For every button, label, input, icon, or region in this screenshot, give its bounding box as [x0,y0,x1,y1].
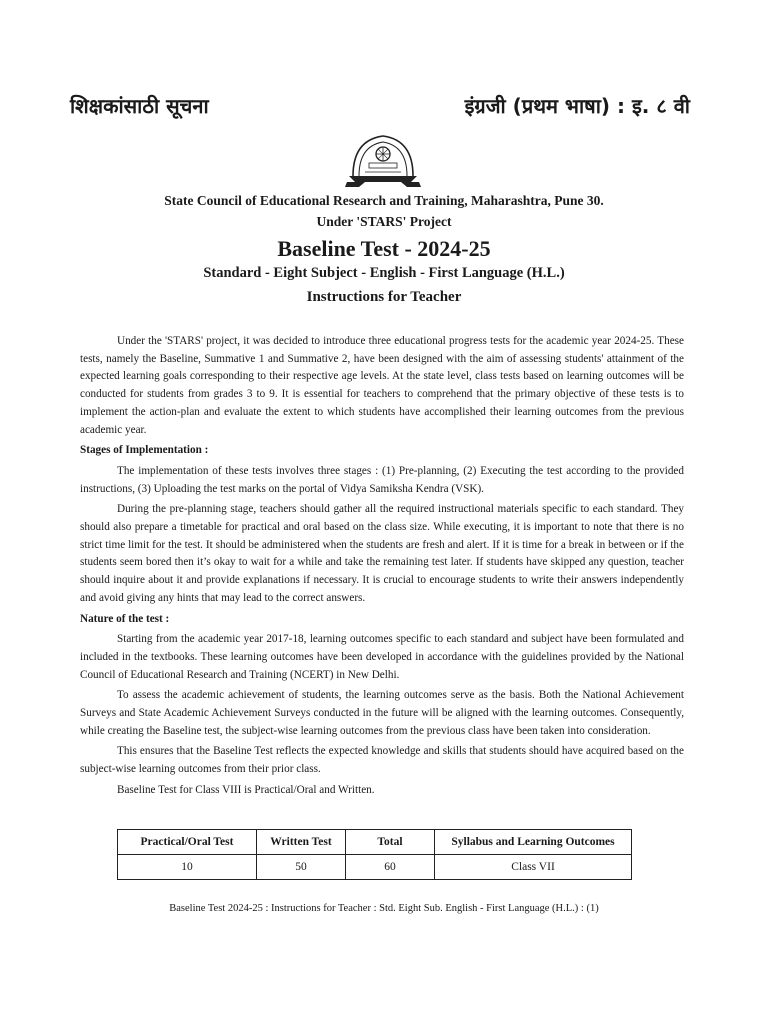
scert-emblem-icon [345,132,421,188]
marathi-heading-left: शिक्षकांसाठी सूचना [70,94,209,118]
paragraph-preplanning: During the pre-planning stage, teachers should gather all the required instructional materials specific to each standard. They should also prepare a timetable for practical and oral based on the class size. While executing, it is important to note that there is no strict time limit for the test. It should be administered when the students are fresh and alert. If it is time for a break in between or if the students seem bored then it’s okay to wait for a while and take the remaining test later. If students have skipped any question, teacher should inquire about it and provide explanations if necessary. It is crucial to encourage students to write their answers independently and avoid giving any hints that may lead to the correct answers. [80,503,684,604]
table-header-cell: Practical/Oral Test [118,830,257,855]
table-row [118,855,632,880]
section-heading-nature: Nature of the test : [80,612,170,625]
page-footer: Baseline Test 2024-25 : Instructions for Teacher : Std. Eight Sub. English - First Language (H.L.) : (1) [169,903,599,914]
marks-table [117,829,632,880]
paragraph-learning-outcomes: Starting from the academic year 2017-18, learning outcomes specific to each standard and subject have been formulated and included in the textbooks. These learning outcomes have been developed in accordance with the guidelines provided by the National Council of Educational Research and Training (NCERT) in New Delhi. [80,633,684,681]
page-title: Baseline Test - 2024-25 [277,236,491,261]
table-header-cell: Written Test [257,830,346,855]
subtitle: Standard - Eight Subject - English - First Language (H.L.) [203,265,565,281]
table-header-row [118,830,632,855]
table-cell: 10 [118,855,257,880]
table-cell: 50 [257,855,346,880]
body-text [80,333,684,803]
project-name: Under 'STARS' Project [316,214,452,229]
paragraph-intro: Under the 'STARS' project, it was decided to introduce three educational progress tests for the academic year 2024-25. These tests, namely the Baseline, Summative 1 and Summative 2, have been designed with the aim of assessing students' attainment of the expected learning goals corresponding to their respective age levels. At the state level, class tests based on learning outcomes will be conducted for students from grades 3 to 9. It is essential for teachers to comprehend that the primary objective of these tests is to implement the action-plan and evaluate the extent to which students have accomplished their learning outcomes from the previous academic year. [80,335,684,436]
table-header-cell: Total [346,830,435,855]
paragraph-stages: The implementation of these tests involves three stages : (1) Pre-planning, (2) Executing the test according to the provided instructions, (3) Uploading the test marks on the portal of Vidya Samiksha Kendra (VSK). [80,464,684,495]
instructions-heading: Instructions for Teacher [306,289,462,305]
table-cell: Class VII [435,855,632,880]
marathi-heading-right: इंग्रजी (प्रथम भाषा) : इ. ८ वी [464,94,690,118]
paragraph-baseline: This ensures that the Baseline Test reflects the expected knowledge and skills that students should have acquired based on the subject-wise learning outcomes from their prior class. [80,745,684,776]
section-heading-stages: Stages of Implementation : [80,444,209,457]
organization-name: State Council of Educational Research and Training, Maharashtra, Pune 30. [164,193,604,208]
paragraph-assessment: To assess the academic achievement of students, the learning outcomes serve as the basis. Both the National Achievement Surveys and State Academic Achievement Surveys conducted in the future will be aligned with the learning outcomes. Consequently, while creating the Baseline test, the subject-wise learning outcomes from the previous class have been taken into consideration. [80,689,684,737]
table-header-cell: Syllabus and Learning Outcomes [435,830,632,855]
table-cell: 60 [346,855,435,880]
table-intro: Baseline Test for Class VIII is Practical/Oral and Written. [117,783,375,796]
